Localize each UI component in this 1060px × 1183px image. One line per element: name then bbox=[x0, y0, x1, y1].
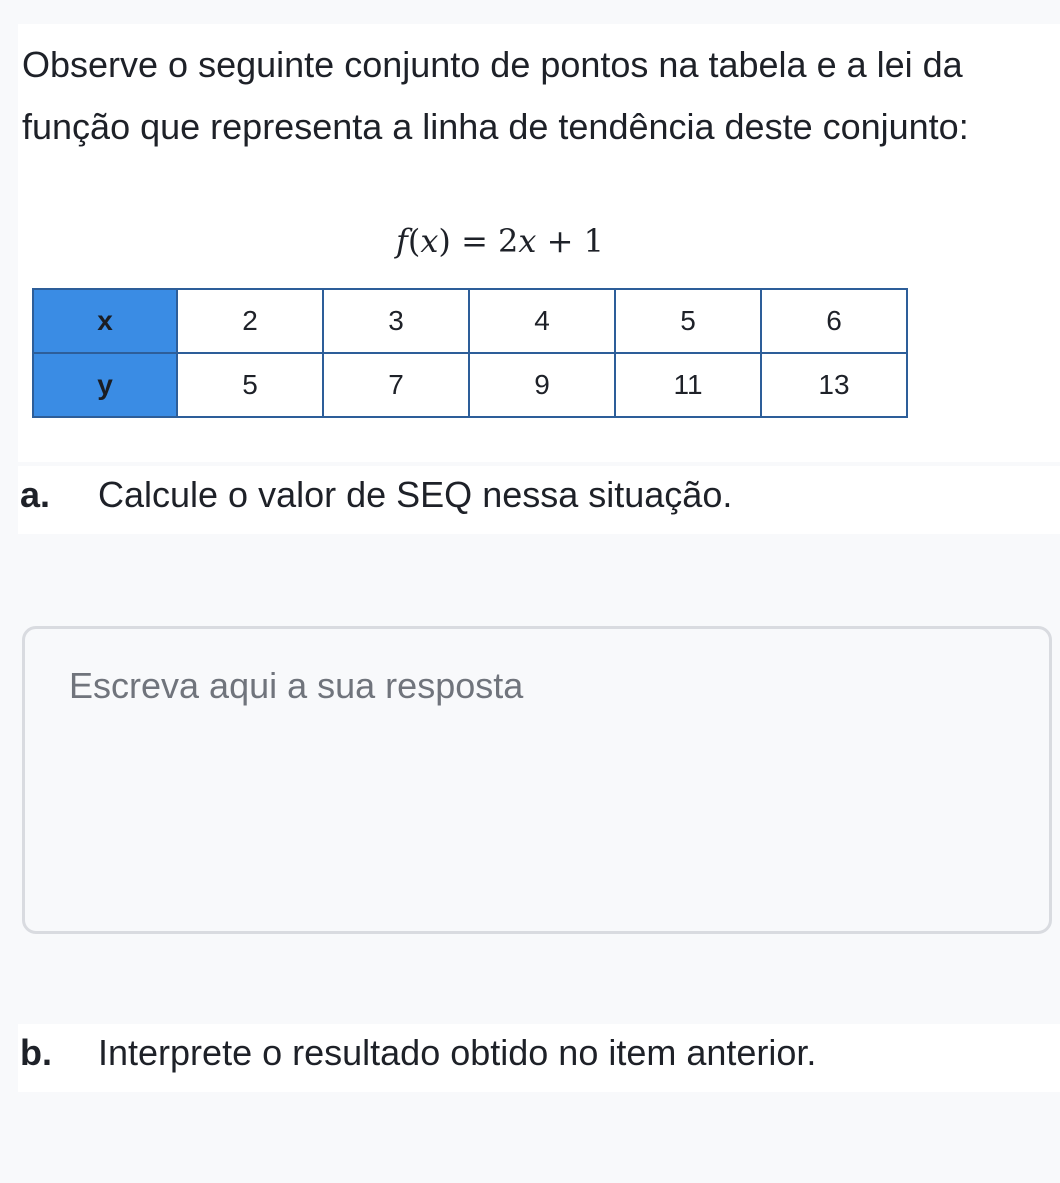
table-cell: 9 bbox=[469, 353, 615, 417]
table-cell: 5 bbox=[615, 289, 761, 353]
question-card bbox=[18, 24, 1060, 462]
question-b bbox=[18, 1024, 1060, 1092]
question-a bbox=[18, 466, 1060, 534]
table-row-y bbox=[33, 353, 907, 417]
table-header-x: x bbox=[33, 289, 177, 353]
table-cell: 13 bbox=[761, 353, 907, 417]
table-header-y: y bbox=[33, 353, 177, 417]
formula-tail: + 1 bbox=[536, 222, 604, 260]
table-cell: 11 bbox=[615, 353, 761, 417]
question-b-letter: b. bbox=[20, 1032, 52, 1073]
formula-close: ) bbox=[438, 222, 451, 260]
question-b-text: Interprete o resultado obtido no item anterior. bbox=[98, 1032, 817, 1073]
formula-var: x bbox=[420, 222, 439, 260]
intro-text: Observe o seguinte conjunto de pontos na tabela e a lei da função que representa a linha de tendência deste conjunto: bbox=[22, 44, 969, 147]
table-row-x bbox=[33, 289, 907, 353]
table-cell: 2 bbox=[177, 289, 323, 353]
question-a-text: Calcule o valor de SEQ nessa situação. bbox=[98, 474, 733, 515]
formula-open: ( bbox=[407, 222, 421, 260]
formula-equals: = 2 bbox=[450, 222, 519, 260]
table-cell: 4 bbox=[469, 289, 615, 353]
formula-var2: x bbox=[518, 222, 537, 260]
formula-f: f bbox=[396, 222, 408, 260]
table-cell: 3 bbox=[323, 289, 469, 353]
table-cell: 7 bbox=[323, 353, 469, 417]
answer-a-input[interactable] bbox=[22, 626, 1052, 934]
table-cell: 5 bbox=[177, 353, 323, 417]
data-table bbox=[32, 288, 908, 418]
question-a-letter: a. bbox=[20, 474, 51, 515]
trend-function bbox=[18, 222, 982, 260]
table-cell: 6 bbox=[761, 289, 907, 353]
